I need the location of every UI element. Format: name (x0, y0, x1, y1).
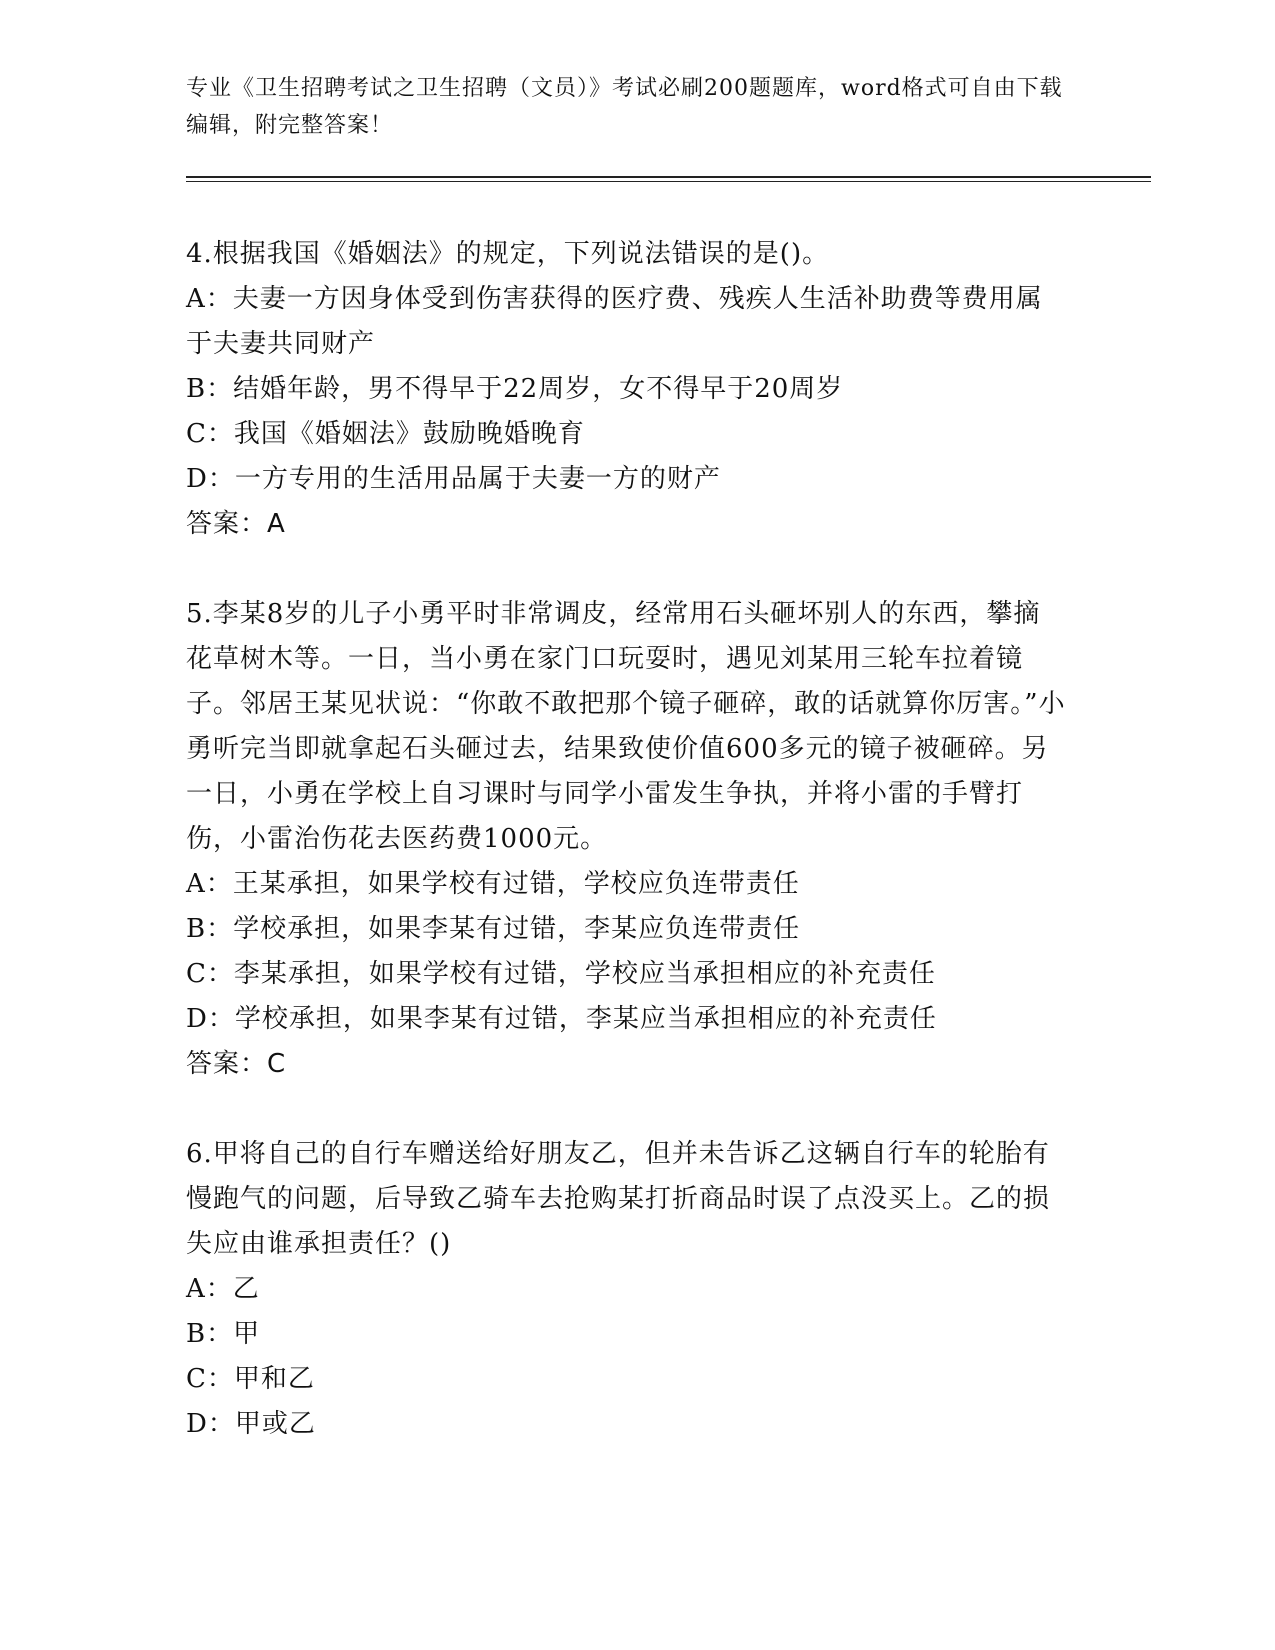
option-b: B：学校承担，如果李某有过错，李某应负连带责任 (186, 914, 801, 944)
question-text: 6.甲将自己的自行车赠送给好朋友乙，但并未告诉乙这辆自行车的轮胎有慢跑气的问题，后导致乙骑车去抢购某打折商品时误了点没买上。乙的损失应由谁承担责任？() (186, 1139, 1051, 1259)
question-5 (186, 592, 1066, 1087)
option-b: B：甲 (186, 1319, 261, 1349)
answer-label: 答案：A (186, 509, 286, 539)
option-d: D：一方专用的生活用品属于夫妻一方的财产 (186, 464, 721, 494)
option-c: C：我国《婚姻法》鼓励晚婚晚育 (186, 419, 585, 449)
question-text: 4.根据我国《婚姻法》的规定，下列说法错误的是()。 (186, 239, 830, 269)
header-divider (186, 176, 1151, 178)
option-a: A：王某承担，如果学校有过错，学校应负连带责任 (186, 869, 800, 899)
question-4 (186, 232, 1066, 547)
question-text: 5.李某8岁的儿子小勇平时非常调皮，经常用石头砸坏别人的东西，攀摘花草树木等。一日，当小勇在家门口玩耍时，遇见刘某用三轮车拉着镜子。邻居王某见状说：“你敢不敢把那个镜子砸碎，敢的话就算你厉害。”小勇听完当即就拿起石头砸过去，结果致使价值600多元的镜子被砸碎。另一日，小勇在学校上自习课时与同学小雷发生争执，并将小雷的手臂打伤，小雷治伤花去医药费1000元。 (186, 599, 1066, 854)
question-list (186, 232, 1066, 1447)
option-c: C：甲和乙 (186, 1364, 315, 1394)
option-a: A：乙 (186, 1274, 260, 1304)
option-c: C：李某承担，如果学校有过错，学校应当承担相应的补充责任 (186, 959, 936, 989)
answer-label: 答案：C (186, 1049, 287, 1079)
option-d: D：甲或乙 (186, 1409, 316, 1439)
option-a: A：夫妻一方因身体受到伤害获得的医疗费、残疾人生活补助费等费用属于夫妻共同财产 (186, 284, 1043, 359)
question-6 (186, 1132, 1066, 1447)
option-d: D：学校承担，如果李某有过错，李某应当承担相应的补充责任 (186, 1004, 937, 1034)
header-divider-secondary (186, 181, 1151, 182)
document-header: 专业《卫生招聘考试之卫生招聘（文员）》考试必刷200题题库，word格式可自由下载编辑，附完整答案！ (186, 76, 1063, 138)
option-b: B：结婚年龄，男不得早于22周岁，女不得早于20周岁 (186, 374, 844, 404)
